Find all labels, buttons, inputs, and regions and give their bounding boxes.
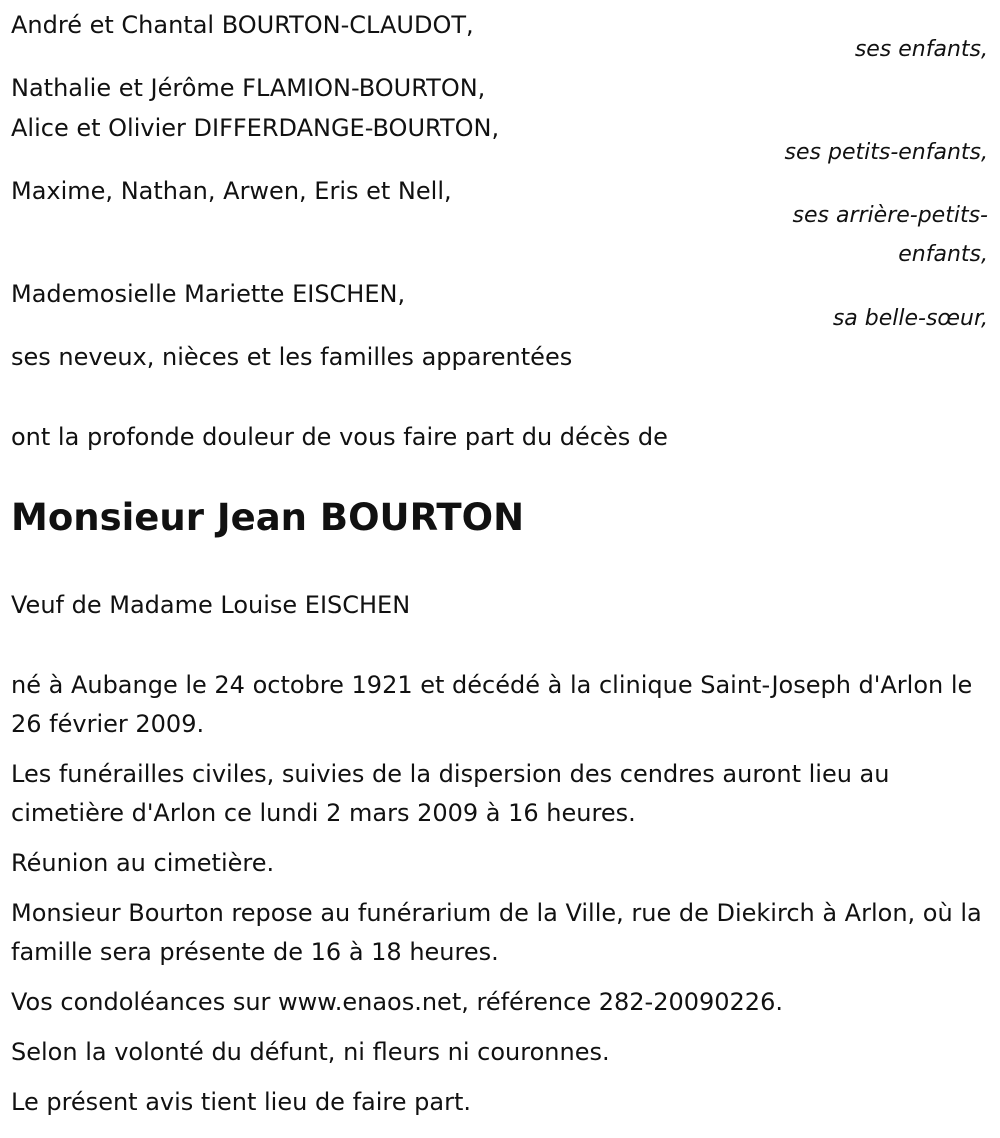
- children-names: André et Chantal BOURTON-CLAUDOT,: [11, 11, 474, 39]
- meeting-paragraph: Réunion au cimetière.: [11, 849, 275, 877]
- announcement-text: ont la profonde douleur de vous faire part du décès de: [11, 423, 668, 451]
- condolences-paragraph: Vos condoléances sur www.enaos.net, référence 282-20090226.: [11, 988, 783, 1016]
- wishes-paragraph: Selon la volonté du défunt, ni fleurs ni couronnes.: [11, 1038, 610, 1066]
- repose-paragraph: Monsieur Bourton repose au funérarium de la Ville, rue de Diekirch à Arlon, où la famille sera présente de 16 à 18 heures.: [11, 899, 982, 966]
- widower-line: Veuf de Madame Louise EISCHEN: [11, 591, 411, 619]
- sister-in-law-name: Mademosielle Mariette EISCHEN,: [11, 280, 406, 308]
- grandchildren-line-1: Nathalie et Jérôme FLAMION-BOURTON,: [11, 74, 486, 102]
- great-grandchildren-names: Maxime, Nathan, Arwen, Eris et Nell,: [11, 177, 452, 205]
- birth-death-paragraph: né à Aubange le 24 octobre 1921 et décédé à la clinique Saint-Joseph d'Arlon le 26 février 2009.: [11, 671, 973, 738]
- great-grandchildren-role-line-1: ses arrière-petits-: [792, 203, 988, 228]
- great-grandchildren-role-line-2: enfants,: [898, 242, 988, 267]
- notice-paragraph: Le présent avis tient lieu de faire part.: [11, 1088, 471, 1116]
- sister-in-law-role: sa belle-sœur,: [832, 306, 988, 331]
- funeral-paragraph: Les funérailles civiles, suivies de la dispersion des cendres auront lieu au cimetière d'Arlon ce lundi 2 mars 2009 à 16 heures.: [11, 760, 890, 827]
- grandchildren-role: ses petits-enfants,: [784, 140, 988, 165]
- deceased-name: Monsieur Jean BOURTON: [11, 496, 525, 539]
- grandchildren-line-2: Alice et Olivier DIFFERDANGE-BOURTON,: [11, 114, 500, 142]
- other-relatives: ses neveux, nièces et les familles apparentées: [11, 343, 573, 371]
- children-role: ses enfants,: [854, 37, 988, 62]
